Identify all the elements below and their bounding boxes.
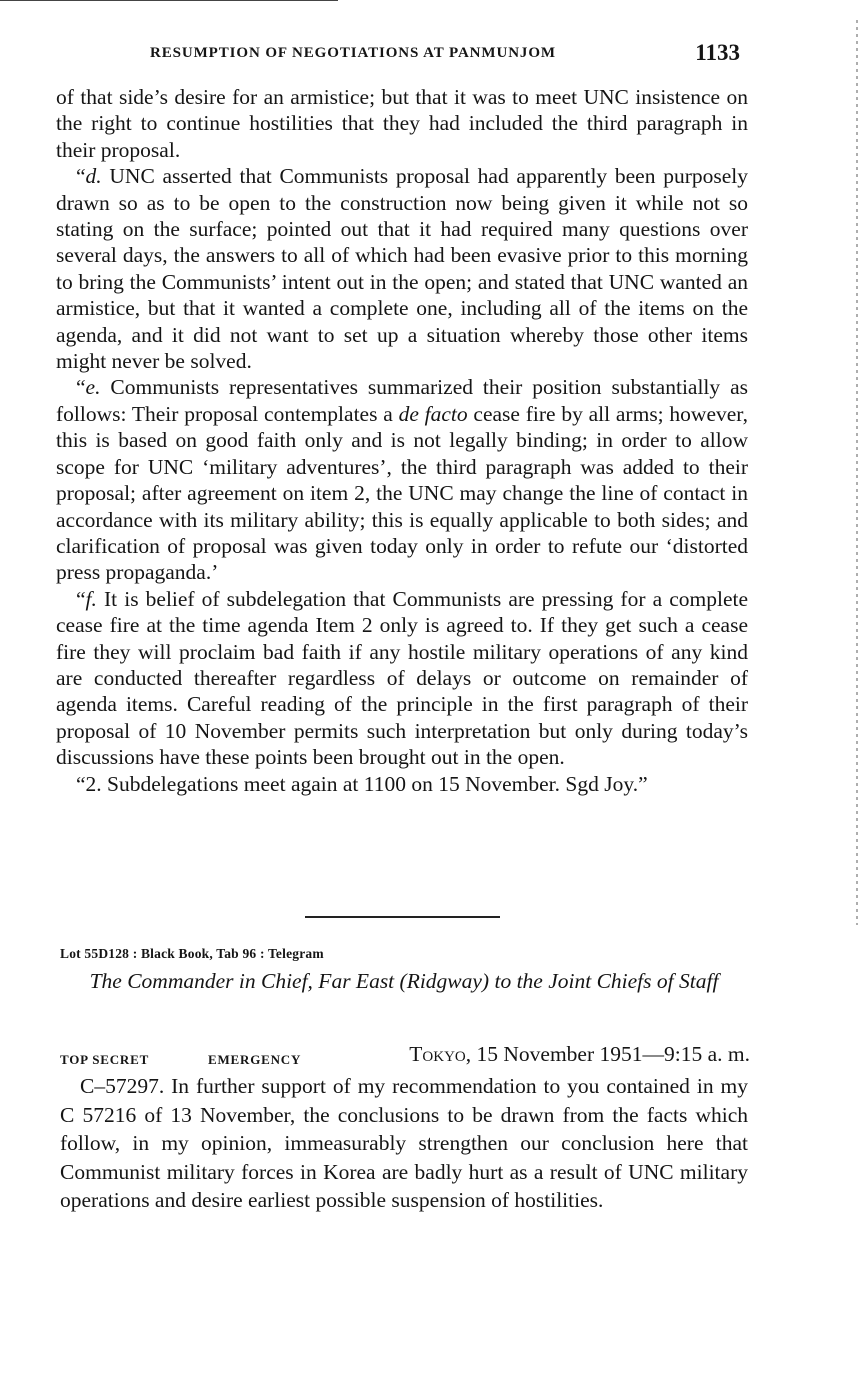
- classification-marking: TOP SECRET: [60, 1052, 150, 1067]
- text-run: “: [76, 586, 86, 611]
- body-text: [56, 84, 748, 797]
- text-run: “: [76, 375, 86, 400]
- paragraph-f: [56, 586, 748, 771]
- document-heading: The Commander in Chief, Far East (Ridgway) to the Joint Chiefs of Staff: [89, 969, 719, 993]
- section-divider: [305, 916, 500, 918]
- italic-run: f.: [85, 586, 97, 611]
- telegram-body: [60, 1072, 748, 1215]
- precedence-marking: EMERGENCY: [208, 1052, 302, 1067]
- paragraph-e: [56, 374, 748, 585]
- text-run: cease fire by all arms; however, this is based on good faith only and is not legally binding; in order to allow scope for UNC ‘military adventures’, the third paragraph was added to their proposal; after agreement on item 2, the UNC may change the line of contact in accordance with its military ability; this is equally applicable to both sides; and clarification of proposal was given today only in order to refute our ‘distorted press propaganda.’: [56, 401, 748, 585]
- source-note: Lot 55D128 : Black Book, Tab 96 : Telegram: [60, 946, 324, 961]
- place-date-line: [409, 1042, 750, 1067]
- text-run: “: [76, 164, 86, 189]
- text-run: Communists representatives summarized their position substantially as follows: Their proposal contemplates a: [56, 375, 748, 426]
- italic-run: d.: [85, 164, 102, 189]
- italic-run: e.: [85, 375, 101, 400]
- paragraph-2: [56, 771, 748, 797]
- page-number: 1133: [695, 40, 740, 65]
- paragraph-d: [56, 163, 748, 374]
- text-run: of that side’s desire for an armistice; but that it was to meet UNC insistence on the right to continue hostilities that they had included the third paragraph in their proposal.: [56, 85, 748, 162]
- text-run: UNC asserted that Communists proposal had apparently been purposely drawn so as to be open to the construction now being given it while not so stating on the surface; pointed out that it had required many questions over several days, the answers to all of which had been evasive prior to this morning to bring the Communists’ intent out in the open; and stated that UNC wanted an armistice, but that it wanted a complete one, including all of the items on the agenda, and it did not want to set up a situation whereby those other items might never be solved.: [56, 164, 748, 374]
- running-header: [150, 40, 740, 68]
- classification-line: [60, 1042, 750, 1072]
- telegram-paragraph: C–57297. In further support of my recommendation to you contained in my C 57216 of 13 November, the conclusions to be drawn from the facts which follow, in my opinion, immeasurably strengthen our conclusion here that Communist military forces in Korea are badly hurt as a result of UNC military operations and desire earliest possible suspension of hostilities.: [60, 1074, 748, 1212]
- place: Tokyo,: [409, 1042, 472, 1066]
- top-edge-rule: [0, 0, 338, 1]
- running-title: RESUMPTION OF NEGOTIATIONS AT PANMUNJOM: [150, 45, 556, 61]
- date-time: 15 November 1951—9:15 a. m.: [471, 1042, 750, 1066]
- text-run: It is belief of subdelegation that Communists are pressing for a complete cease fire at the time agenda Item 2 only is agreed to. If they get such a cease fire they will proclaim bad faith if any hostile military operations of any kind are conducted thereafter regardless of delays or outcome on remainder of agenda items. Careful reading of the principle in the first paragraph of their proposal of 10 November permits such interpretation but only during today’s discussions have these points been brought out in the open.: [56, 586, 748, 770]
- text-run: “2. Subdelegations meet again at 1100 on 15 November. Sgd Joy.”: [76, 771, 648, 796]
- italic-run: de facto: [398, 401, 468, 426]
- paragraph-c-continued: [56, 84, 748, 163]
- binding-edge-mark: [856, 20, 858, 925]
